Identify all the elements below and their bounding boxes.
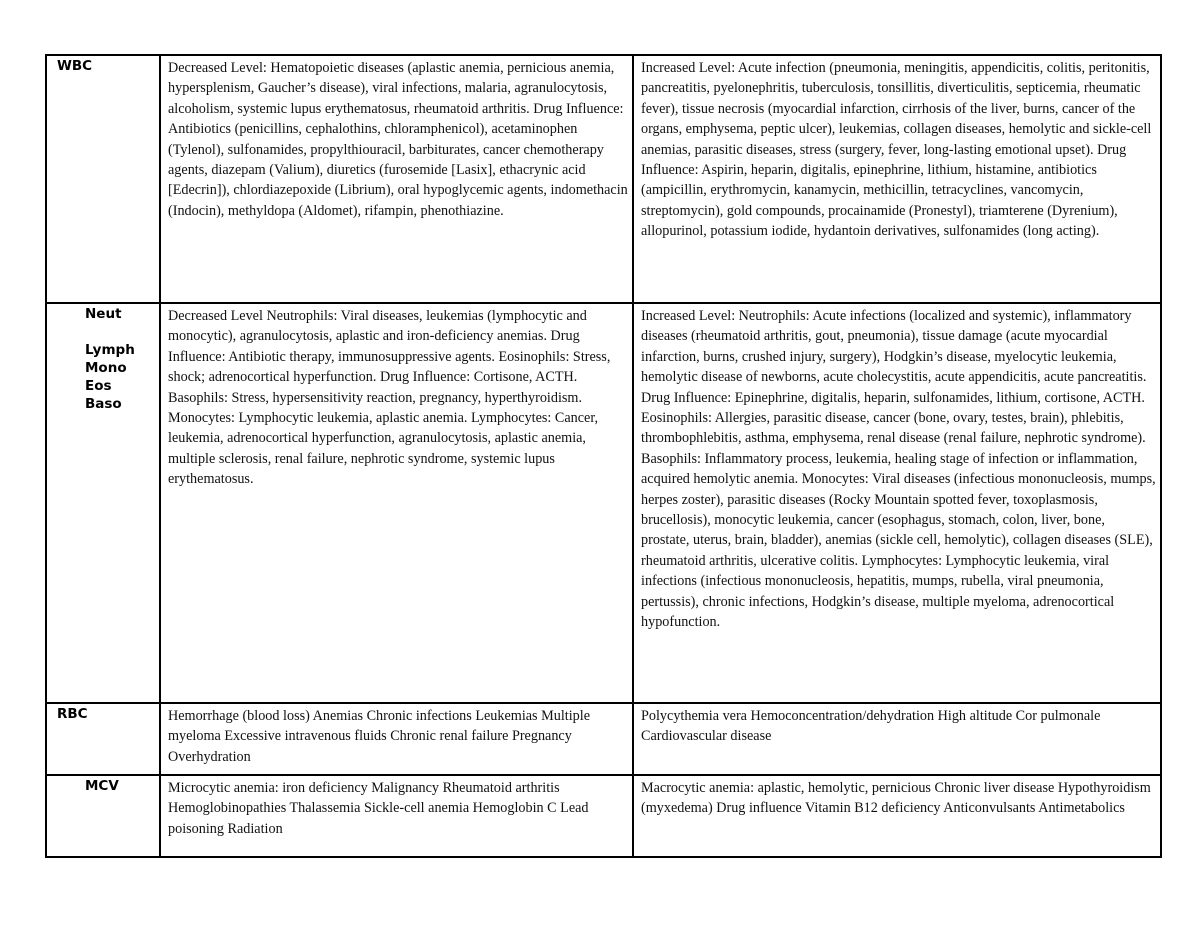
row-label-wbc: WBC [46, 55, 160, 303]
lab-values-table [45, 54, 1162, 858]
row-label-rbc: RBC [46, 703, 160, 775]
decreased-cell-differential: Decreased Level Neutrophils: Viral diseases, leukemias (lymphocytic and monocytic), agranulocytosis, aplastic and iron-deficiency anemias. Drug Influence: Antibiotic therapy, immunosuppressive agents. Eosinophils: Stress, shock; adrenocortical hyperfunction. Drug Influence: Cortisone, ACTH. Basophils: Stress, hypersensitivity reaction, pregnancy, hyperthyroidism. Monocytes: Lymphocytic leukemia, aplastic anemia. Lymphocytes: Cancer, leukemia, adrenocortical hyperfunction, agranulocytosis, aplastic anemia, multiple sclerosis, renal failure, nephrotic syndrome, systemic lupus erythematosus. [160, 303, 633, 703]
table-row-mcv [46, 775, 1161, 857]
decreased-cell-wbc: Decreased Level: Hematopoietic diseases (aplastic anemia, pernicious anemia, hypersplenism, Gaucher’s disease), viral infections, malaria, agranulocytosis, alcoholism, systemic lupus erythematosus, rheumatoid arthritis. Drug Influence: Antibiotics (penicillins, cephalothins, chloramphenicol), acetaminophen (Tylenol), sulfonamides, propylthiouracil, barbiturates, cancer chemotherapy agents, diazepam (Valium), diuretics (furosemide [Lasix], ethacrynic acid [Edecrin]), chlordiazepoxide (Librium), oral hypoglycemic agents, indomethacin (Indocin), methyldopa (Aldomet), rifampin, phenothiazine. [160, 55, 633, 303]
label-lymph: Lymph [85, 342, 135, 358]
label-neut: Neut [85, 306, 122, 322]
label-baso: Baso [85, 396, 122, 412]
label-eos: Eos [85, 378, 112, 394]
table-row-differential [46, 303, 1161, 703]
table-row-rbc [46, 703, 1161, 775]
row-label-differential [46, 303, 160, 703]
label-mono: Mono [85, 360, 127, 376]
decreased-cell-mcv: Microcytic anemia: iron deficiency Malignancy Rheumatoid arthritis Hemoglobinopathies Thalassemia Sickle-cell anemia Hemoglobin C Lead poisoning Radiation [160, 775, 633, 857]
increased-cell-wbc: Increased Level: Acute infection (pneumonia, meningitis, appendicitis, colitis, peritonitis, pancreatitis, pyelonephritis, tuberculosis, tonsillitis, diverticulitis, septicemia, rheumatic fever), tissue necrosis (myocardial infarction, cirrhosis of the liver, burns, cancer of the organs, emphysema, peptic ulcer), leukemias, collagen diseases, hemolytic and sickle-cell anemias, parasitic diseases, stress (surgery, fever, long-lasting emotional upset). Drug Influence: Aspirin, heparin, digitalis, epinephrine, lithium, histamine, antibiotics (ampicillin, erythromycin, kanamycin, methicillin, tetracyclines, vancomycin, streptomycin), gold compounds, procainamide (Pronestyl), triamterene (Dyrenium), allopurinol, potassium iodide, hydantoin derivatives, sulfonamides (long acting). [633, 55, 1161, 303]
row-label-mcv: MCV [46, 775, 160, 857]
table-row-wbc [46, 55, 1161, 303]
increased-cell-mcv: Macrocytic anemia: aplastic, hemolytic, pernicious Chronic liver disease Hypothyroidism (myxedema) Drug influence Vitamin B12 deficiency Anticonvulsants Antimetabolics [633, 775, 1161, 857]
increased-cell-differential: Increased Level: Neutrophils: Acute infections (localized and systemic), inflammatory diseases (rheumatoid arthritis, gout, pneumonia), tissue damage (acute myocardial infarction, burns, crushed injury, surgery), Hodgkin’s disease, myelocytic leukemia, hemolytic disease of newborns, acute cholecystitis, acute appendicitis, acute pancreatitis. Drug Influence: Epinephrine, digitalis, heparin, sulfonamides, lithium, cortisone, ACTH. Eosinophils: Allergies, parasitic disease, cancer (bone, ovary, testes, brain), phlebitis, thrombophlebitis, asthma, emphysema, renal disease (renal failure, nephrotic syndrome). Basophils: Inflammatory process, leukemia, healing stage of infection or inflammation, acquired hemolytic anemia. Monocytes: Viral diseases (infectious mononucleosis, mumps, herpes zoster), parasitic diseases (Rocky Mountain spotted fever, toxoplasmosis, brucellosis), monocytic leukemia, cancer (esophagus, stomach, colon, liver, bone, prostate, uterus, brain, bladder), anemias (sickle cell, hemolytic), collagen diseases (SLE), rheumatoid arthritis, ulcerative colitis. Lymphocytes: Lymphocytic leukemia, viral infections (infectious mononucleosis, hepatitis, mumps, rubella, viral pneumonia, pertussis), chronic infections, Hodgkin’s disease, multiple myeloma, adrenocortical hypofunction. [633, 303, 1161, 703]
decreased-cell-rbc: Hemorrhage (blood loss) Anemias Chronic infections Leukemias Multiple myeloma Excessive intravenous fluids Chronic renal failure Pregnancy Overhydration [160, 703, 633, 775]
increased-cell-rbc: Polycythemia vera Hemoconcentration/dehydration High altitude Cor pulmonale Cardiovascular disease [633, 703, 1161, 775]
